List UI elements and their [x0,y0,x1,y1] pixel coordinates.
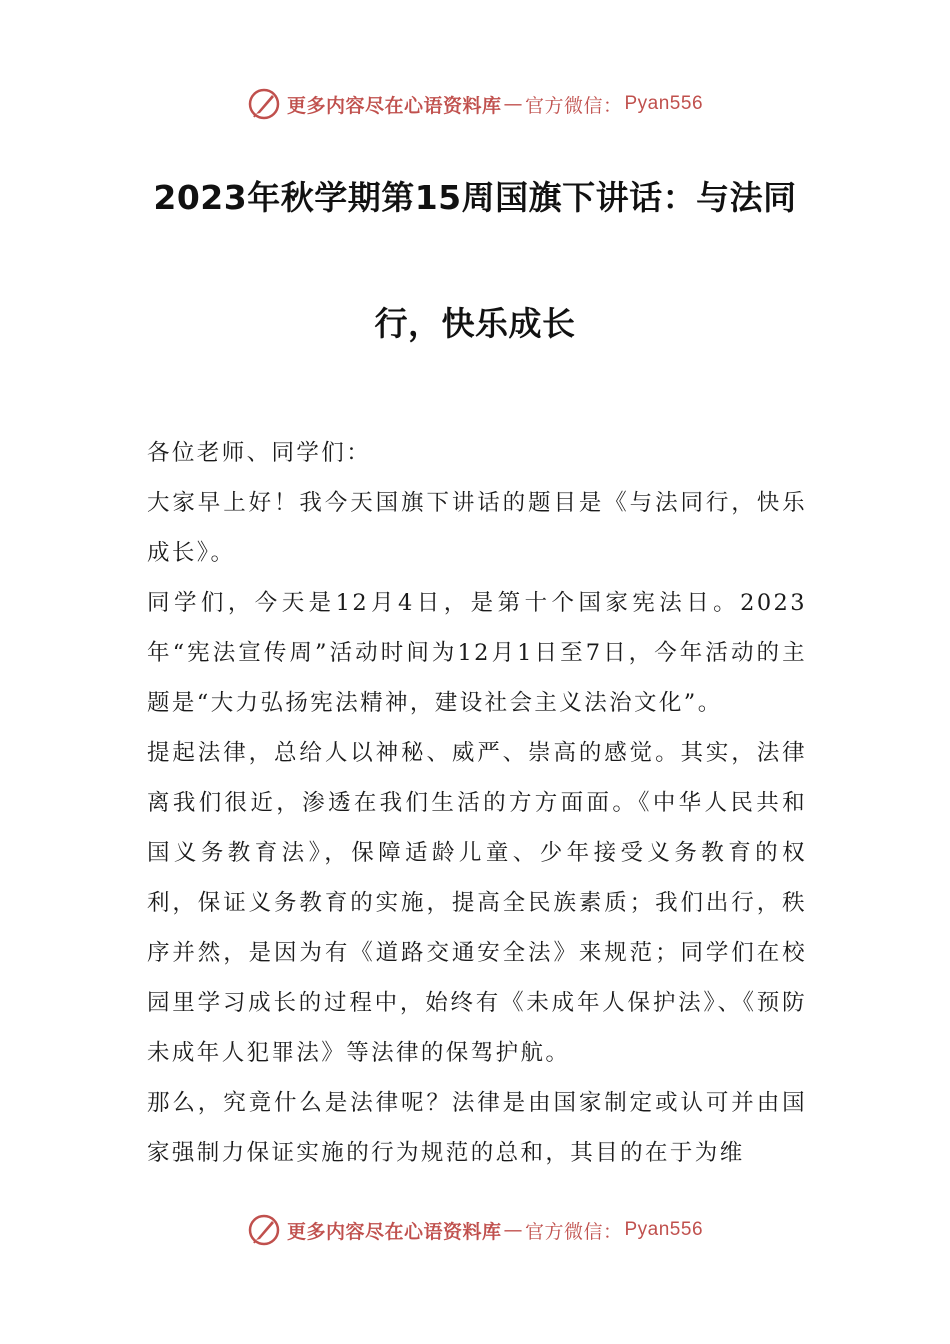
quill-logo-icon [247,1213,281,1247]
footer-watermark [0,1210,950,1250]
body-paragraph: 提起法律，总给人以神秘、威严、崇高的感觉。其实，法律离我们很近，渗透在我们生活的方方面面。《中华人民共和国义务教育法》，保障适龄儿童、少年接受义务教育的权利，保证义务教育的实施，提高全民族素质；我们出行，秩序并然，是因为有《道路交通安全法》来规范；同学们在校园里学习成长的过程中，始终有《未成年人保护法》、《预防未成年人犯罪法》等法律的保驾护航。 [147,740,807,1066]
watermark-label: 官方微信： [524,94,623,117]
watermark-brand: 更多内容尽在心语资料库 [286,1220,502,1243]
body-paragraph: 那么，究竟什么是法律呢？法律是由国家制定或认可并由国家强制力保证实施的行为规范的总和，其目的在于为维 [147,1090,807,1166]
watermark-separator: — [503,93,523,115]
watermark-separator: — [503,1219,523,1241]
header-watermark [0,84,950,124]
body-paragraph: 大家早上好！我今天国旗下讲话的题目是《与法同行，快乐成长》。 [147,490,807,566]
document-title-line-1: 2023年秋学期第15周国旗下讲话：与法同 [153,178,797,217]
watermark-wechat-id: Pyan556 [624,93,704,114]
document-title-line-2: 行，快乐成长 [374,304,576,343]
document-body [147,428,807,1178]
watermark-brand: 更多内容尽在心语资料库 [286,94,502,117]
watermark-wechat-id: Pyan556 [624,1219,704,1240]
body-paragraph: 同学们，今天是12月4日，是第十个国家宪法日。2023年“宪法宣传周”活动时间为12月1日至7日，今年活动的主题是“大力弘扬宪法精神，建设社会主义法治文化”。 [147,590,807,716]
body-paragraph: 各位老师、同学们： [147,440,372,466]
watermark-label: 官方微信： [524,1220,623,1243]
quill-logo-icon [247,87,281,121]
